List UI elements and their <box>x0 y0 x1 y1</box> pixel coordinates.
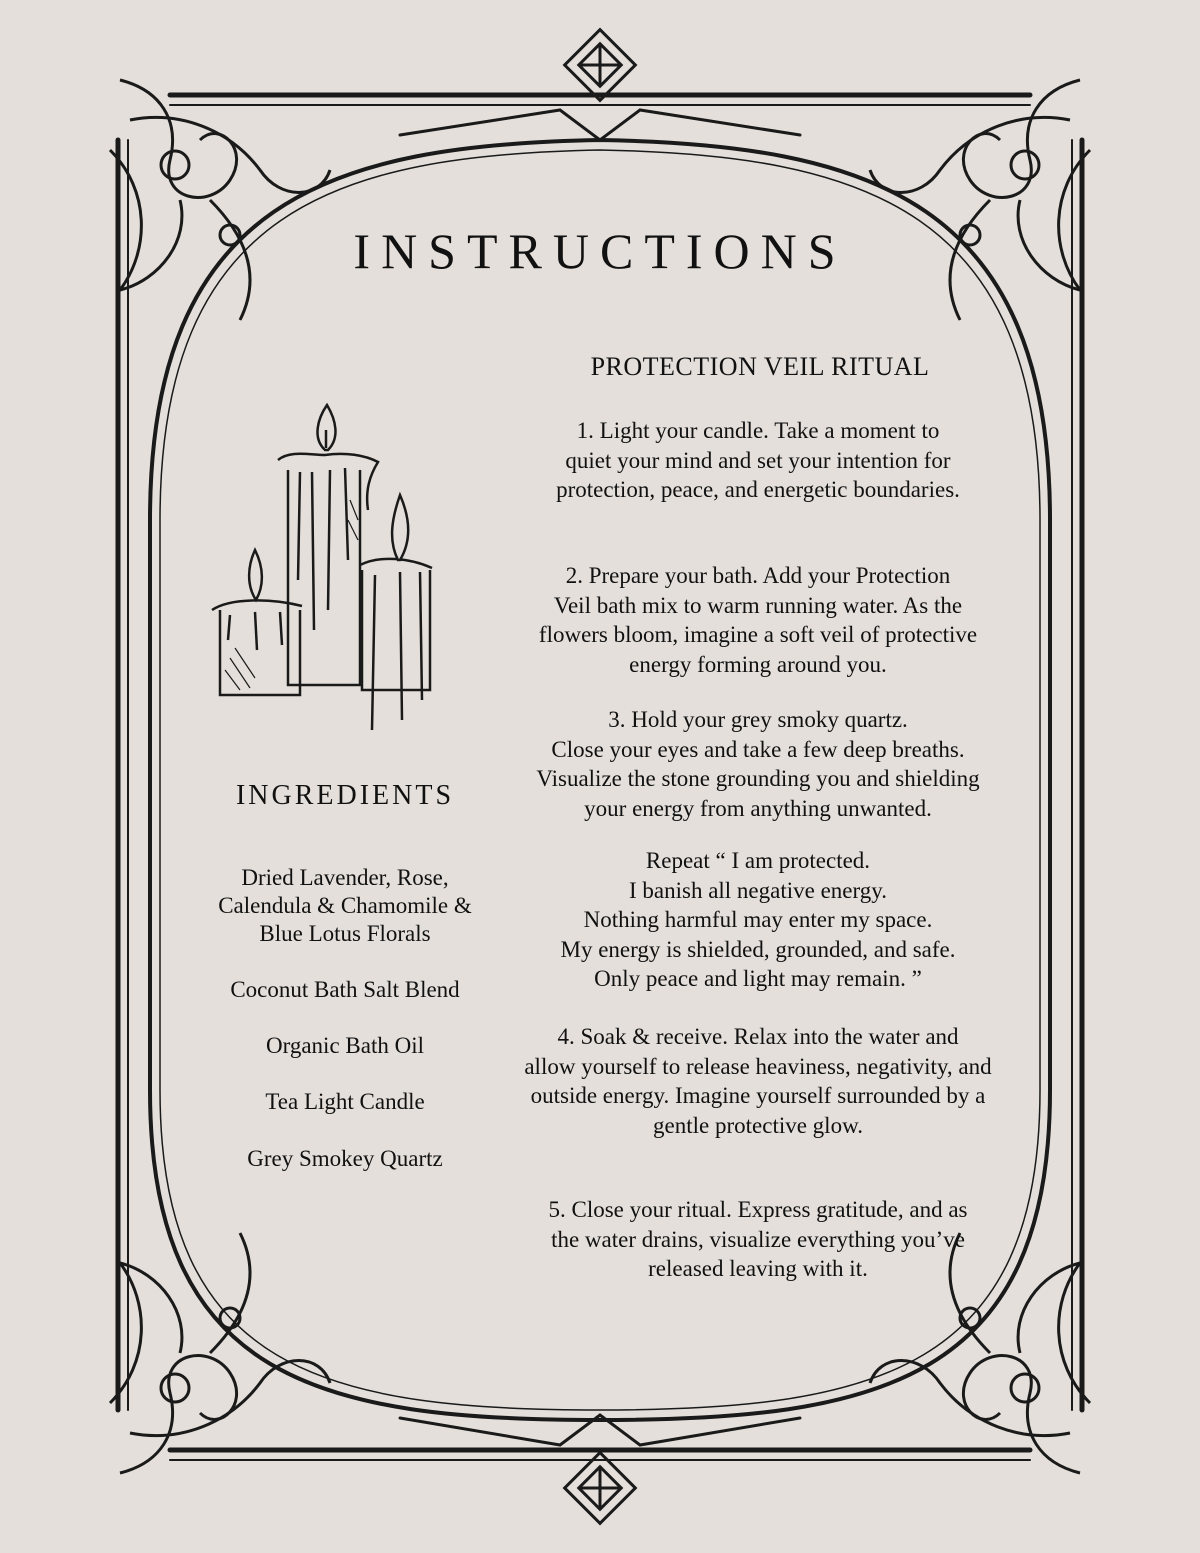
candles-illustration <box>200 400 450 740</box>
ingredient-item <box>195 1032 495 1060</box>
ingredient-line: Dried Lavender, Rose, <box>241 865 449 890</box>
step-line: Visualize the stone grounding you and shielding <box>536 766 980 791</box>
step-line: outside energy. Imagine yourself surrounded by a <box>530 1083 986 1108</box>
affirmation-line: I banish all negative energy. <box>628 877 888 903</box>
ingredient-line: Organic Bath Oil <box>266 1033 424 1058</box>
step-line: 2. Prepare your bath. Add your Protection <box>565 563 951 588</box>
ingredient-item <box>195 976 495 1004</box>
ingredient-item <box>195 864 495 948</box>
step-line: the water drains, visualize everything you’ve <box>551 1226 965 1252</box>
step-line: quiet your mind and set your intention for <box>565 447 951 473</box>
corner-ornament-top-left <box>110 80 330 320</box>
step-line: released leaving with it. <box>648 1256 868 1281</box>
step-line: your energy from anything unwanted. <box>584 795 932 821</box>
ingredient-item <box>195 1088 495 1116</box>
step-line: flowers bloom, imagine a soft veil of protective <box>538 622 978 647</box>
ritual-title: PROTECTION VEIL RITUAL <box>590 352 930 381</box>
celtic-knot-icon <box>565 30 636 101</box>
step-line: 5. Close your ritual. Express gratitude, and as <box>548 1197 968 1222</box>
step-line: energy forming around you. <box>629 651 887 677</box>
celtic-knot-icon <box>565 1453 636 1524</box>
step-4 <box>508 1022 1008 1140</box>
affirmation-line: Only peace and light may remain. ” <box>594 966 922 991</box>
corner-ornament-bottom-left <box>110 1233 330 1473</box>
corner-ornament-top-right <box>870 80 1090 320</box>
step-line: allow yourself to release heaviness, negativity, and <box>524 1053 992 1079</box>
step-2 <box>508 561 1008 679</box>
step-line: protection, peace, and energetic boundaries. <box>556 477 960 502</box>
ingredient-line: Coconut Bath Salt Blend <box>230 977 460 1002</box>
ingredient-item <box>195 1145 495 1173</box>
affirmation-line: My energy is shielded, grounded, and safe. <box>560 936 956 962</box>
step-3 <box>508 705 1008 823</box>
affirmation-line: Repeat “ I am protected. <box>645 848 871 873</box>
affirmation-line: Nothing harmful may enter my space. <box>583 907 933 932</box>
page-title: INSTRUCTIONS <box>353 223 847 279</box>
step-line: 3. Hold your grey smoky quartz. <box>608 707 908 732</box>
affirmation <box>508 846 1008 994</box>
ingredient-line: Calendula & Chamomile & <box>218 893 472 918</box>
ingredient-line: Grey Smokey Quartz <box>247 1146 443 1171</box>
step-line: 1. Light your candle. Take a moment to <box>576 418 940 443</box>
step-1 <box>508 416 1008 505</box>
step-5 <box>508 1195 1008 1284</box>
step-line: 4. Soak & receive. Relax into the water and <box>557 1024 959 1049</box>
step-line: Close your eyes and take a few deep breaths. <box>551 736 965 762</box>
step-line: gentle protective glow. <box>653 1112 863 1138</box>
ingredient-line: Tea Light Candle <box>265 1089 425 1114</box>
ingredients-title: INGREDIENTS <box>235 780 455 811</box>
step-line: Veil bath mix to warm running water. As the <box>553 592 963 618</box>
ingredient-line: Blue Lotus Florals <box>259 921 431 946</box>
